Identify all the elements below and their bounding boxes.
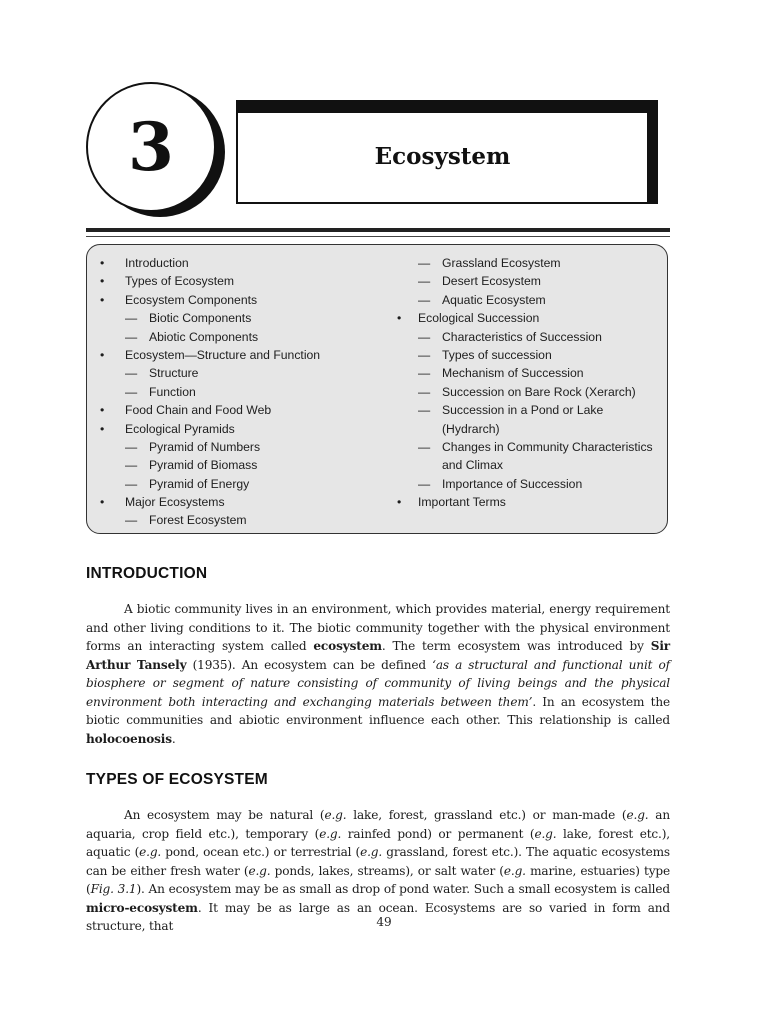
eg-abbrev: e.g.	[139, 845, 162, 859]
dash-marker: —	[418, 439, 431, 454]
person-name: Sir Arthur Tansely	[86, 639, 671, 672]
contents-item	[394, 401, 664, 419]
contents-item-text: Aquatic Ecosystem	[442, 292, 546, 307]
dash-marker: —	[418, 274, 431, 289]
contents-column-left	[87, 254, 387, 530]
contents-item	[87, 328, 387, 346]
bullet-marker: •	[100, 495, 105, 510]
contents-item-text: Pyramid of Energy	[149, 476, 250, 491]
contents-item-text: Ecosystem—Structure and Function	[125, 347, 321, 362]
chapter-contents-box	[86, 244, 668, 534]
bullet-marker: •	[100, 421, 105, 436]
text-run: pond, ocean etc.) or terrestrial (	[161, 845, 361, 859]
term-micro-ecosystem: micro-ecosystem	[86, 900, 198, 915]
contents-item	[394, 438, 664, 456]
dash-marker: —	[125, 458, 138, 473]
text-run: rainfed pond) or permanent (	[341, 826, 535, 841]
text-run: (1935). An ecosystem can be defined	[186, 657, 433, 672]
term-holocoenosis: holocoenosis	[86, 731, 172, 746]
chapter-title: Ecosystem	[374, 143, 511, 170]
contents-item-text: Characteristics of Succession	[442, 329, 602, 344]
contents-item	[394, 328, 664, 346]
eg-abbrev: e.g.	[360, 845, 383, 859]
contents-item-text: Ecosystem Components	[125, 292, 258, 307]
contents-item-text: Function	[149, 384, 196, 399]
contents-item	[87, 346, 387, 364]
term-ecosystem: ecosystem	[313, 639, 382, 653]
dash-marker: —	[418, 292, 431, 307]
bullet-marker: •	[100, 256, 105, 270]
contents-item-text: Types of Ecosystem	[125, 274, 235, 289]
eg-abbrev: e.g.	[626, 808, 649, 822]
contents-item	[394, 493, 664, 511]
bullet-marker: •	[397, 311, 402, 326]
contents-item-text: Mechanism of Succession	[442, 366, 584, 381]
bullet-marker: •	[100, 292, 105, 307]
dash-marker: —	[418, 329, 431, 344]
text-run: An ecosystem may be natural (	[124, 808, 325, 822]
contents-item-text: Introduction	[125, 256, 189, 270]
text-run: . The term ecosystem was introduced by	[381, 639, 651, 653]
page-number: 49	[376, 915, 392, 929]
contents-item-text: Pyramid of Biomass	[149, 458, 258, 473]
dash-marker: —	[125, 311, 138, 326]
contents-item-text: Grassland Ecosystem	[442, 256, 561, 270]
contents-item	[87, 309, 387, 327]
contents-item	[87, 401, 387, 419]
dash-marker: —	[418, 403, 431, 418]
contents-item	[394, 346, 664, 364]
text-run: lake, forest etc.), aquatic (	[86, 826, 670, 859]
contents-item	[87, 456, 387, 474]
contents-item	[394, 383, 664, 401]
contents-item	[87, 364, 387, 382]
contents-item-text: Pyramid of Numbers	[149, 439, 261, 454]
contents-item-text: Ecological Pyramids	[125, 421, 235, 436]
eg-abbrev: e.g.	[503, 863, 526, 878]
section-heading-types: TYPES OF ECOSYSTEM	[86, 771, 268, 788]
text-run: .	[171, 731, 176, 746]
contents-item-text: Major Ecosystems	[125, 495, 225, 510]
dash-marker: —	[125, 476, 138, 491]
contents-item-text: (Hydrarch)	[442, 421, 500, 436]
contents-item	[394, 254, 664, 272]
eg-abbrev: e.g.	[534, 826, 557, 841]
contents-item	[394, 475, 664, 493]
header-rule-thick	[86, 228, 670, 232]
bullet-marker: •	[100, 403, 105, 418]
text-run: . It may be as large as an ocean. Ecosystems are so varied in form and structure, that	[86, 900, 670, 933]
contents-item-text: Forest Ecosystem	[149, 513, 247, 528]
bullet-marker: •	[397, 495, 402, 510]
text-run: ). An ecosystem may be as small as drop of pond water. Such a small ecosystem is called	[136, 882, 670, 896]
contents-item-text: Food Chain and Food Web	[125, 403, 272, 418]
contents-item-text: and Climax	[442, 458, 503, 473]
contents-item	[394, 272, 664, 290]
contents-item-text: Changes in Community Characteristics	[442, 439, 653, 454]
ecosystem-definition: ‘as a structural and functional unit of biosphere or segment of nature consisting of community of living beings and the physical environment both interacting and exchanging materials between them’	[86, 657, 670, 709]
contents-item-text: Succession on Bare Rock (Xerarch)	[442, 384, 636, 399]
introduction-paragraph	[86, 600, 670, 748]
contents-item	[394, 309, 664, 327]
header-rule-thin	[86, 236, 670, 237]
text-run: A biotic community lives in an environment, which provides material, energy requirement and other living conditions to it. The biotic community together with the physical environment forms an interacting system called	[86, 602, 670, 653]
section-heading-introduction: INTRODUCTION	[86, 565, 208, 582]
contents-item-text: Important Terms	[418, 495, 506, 510]
text-run: marine, estuaries) type (	[86, 863, 670, 896]
contents-item-text: Desert Ecosystem	[442, 274, 541, 289]
contents-item	[394, 364, 664, 382]
chapter-number: 3	[86, 82, 216, 212]
contents-column-right	[394, 254, 664, 511]
contents-item	[394, 456, 664, 474]
eg-abbrev: e.g.	[324, 808, 347, 822]
contents-item	[87, 420, 387, 438]
contents-item-text: Importance of Succession	[442, 476, 583, 491]
dash-marker: —	[125, 366, 138, 381]
contents-item	[87, 254, 387, 272]
text-run: lake, forest, grassland etc.) or man-made (	[346, 808, 627, 822]
dash-marker: —	[125, 513, 138, 528]
contents-item-text: Biotic Components	[149, 311, 252, 326]
dash-marker: —	[125, 329, 138, 344]
dash-marker: —	[418, 476, 431, 491]
contents-item-text: Succession in a Pond or Lake	[442, 403, 604, 418]
contents-item	[87, 291, 387, 309]
dash-marker: —	[418, 256, 431, 270]
chapter-title-box	[236, 100, 658, 204]
contents-item-text: Structure	[149, 366, 199, 381]
contents-item-text: Types of succession	[442, 347, 552, 362]
contents-item	[394, 291, 664, 309]
dash-marker: —	[418, 347, 431, 362]
text-run: ponds, lakes, streams), or salt water (	[270, 863, 504, 878]
contents-item	[87, 272, 387, 290]
figure-reference[interactable]: Fig. 3.1	[90, 882, 137, 896]
contents-item	[87, 383, 387, 401]
eg-abbrev: e.g.	[248, 863, 271, 878]
contents-item	[87, 493, 387, 511]
contents-item-text: Ecological Succession	[418, 311, 540, 326]
contents-item	[87, 475, 387, 493]
dash-marker: —	[418, 384, 431, 399]
contents-item-text: Abiotic Components	[149, 329, 259, 344]
text-run: . In an ecosystem the biotic communities and abiotic environment influence each other. This relationship is called	[86, 694, 670, 727]
bullet-marker: •	[100, 347, 105, 362]
text-run: an aquaria, crop field etc.), temporary (	[86, 808, 670, 841]
text-run: grassland, forest etc.). The aquatic ecosystems can be either fresh water (	[86, 845, 670, 878]
contents-item	[394, 420, 664, 438]
contents-item	[87, 511, 387, 529]
contents-item	[87, 438, 387, 456]
bullet-marker: •	[100, 274, 105, 289]
dash-marker: —	[125, 439, 138, 454]
eg-abbrev: e.g.	[319, 826, 342, 841]
dash-marker: —	[125, 384, 138, 399]
dash-marker: —	[418, 366, 431, 381]
